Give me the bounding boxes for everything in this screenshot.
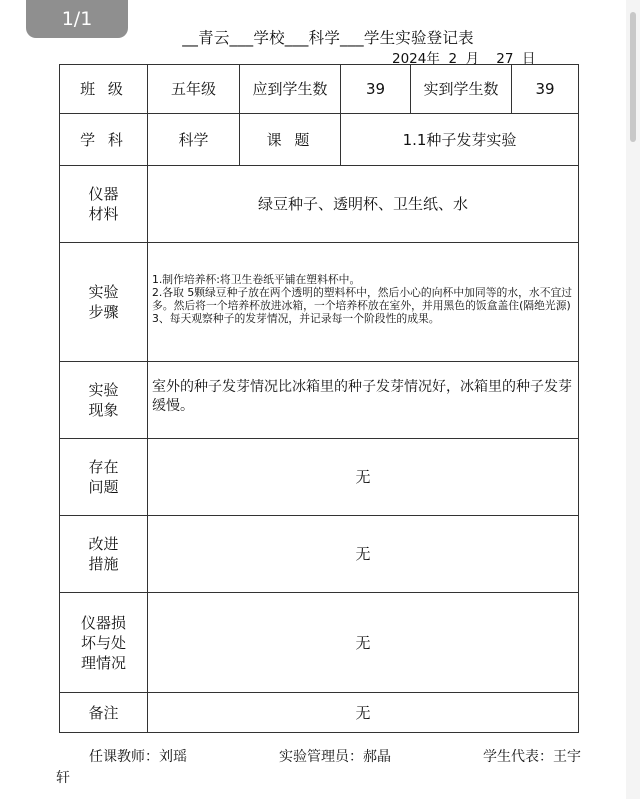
scrollbar-thumb[interactable] — [630, 12, 636, 142]
actual-students-value: 39 — [512, 65, 579, 114]
class-label: 班 级 — [60, 65, 148, 114]
problems-value: 无 — [148, 439, 579, 516]
improvements-label: 改进措施 — [60, 516, 148, 593]
manager-signature: 实验管理员：郝晶 — [279, 749, 391, 765]
table-row — [60, 65, 579, 114]
damage-value: 无 — [148, 593, 579, 693]
table-row — [60, 693, 579, 733]
table-row — [60, 439, 579, 516]
steps-content — [148, 243, 579, 362]
expected-students-value: 39 — [341, 65, 411, 114]
subject-value: 科学 — [148, 114, 240, 166]
phenomenon-value — [148, 362, 579, 439]
signature-footer — [56, 748, 581, 788]
equipment-value: 绿豆种子、透明杯、卫生纸、水 — [148, 166, 579, 243]
table-row — [60, 243, 579, 362]
table-row — [60, 114, 579, 166]
step-line: 2.各取 5颗绿豆种子放在两个透明的塑料杯中，然后小心的向杯中加同等的水，水不宜过多。然后将一个培养杯放进冰箱，一个培养杯放在室外，并用黑色的饭盒盖住(隔绝光源) — [152, 286, 573, 312]
problems-label: 存在问题 — [60, 439, 148, 516]
notes-value: 无 — [148, 693, 579, 733]
teacher-signature: 任课教师：刘瑶 — [89, 749, 187, 765]
expected-students-label: 应到学生数 — [240, 65, 341, 114]
table-row — [60, 593, 579, 693]
student-rep-signature: 学生代表：王宇 — [483, 749, 581, 765]
actual-students-label: 实到学生数 — [411, 65, 512, 114]
equipment-label: 仪器材料 — [60, 166, 148, 243]
page-indicator: 1/1 — [26, 0, 128, 38]
damage-label: 仪器损坏与处理情况 — [60, 593, 148, 693]
steps-label: 实验步骤 — [60, 243, 148, 362]
topic-value: 1.1种子发芽实验 — [341, 114, 579, 166]
experiment-record-table — [59, 64, 579, 733]
student-rep-signature-cont: 轩 — [56, 770, 70, 786]
table-row — [60, 516, 579, 593]
table-row — [60, 362, 579, 439]
scrollbar[interactable] — [626, 0, 640, 799]
notes-label: 备注 — [60, 693, 148, 733]
topic-label: 课 题 — [240, 114, 341, 166]
table-row — [60, 166, 579, 243]
subject-label: 学 科 — [60, 114, 148, 166]
phenomenon-label: 实验现象 — [60, 362, 148, 439]
improvements-value: 无 — [148, 516, 579, 593]
step-line: 3、每天观察种子的发芽情况，并记录每一个阶段性的成果。 — [152, 312, 440, 325]
document-title: __青云___学校___科学___学生实验登记表 — [182, 29, 474, 47]
phenomenon-text: 室外的种子发芽情况比冰箱里的种子发芽情况好，冰箱里的种子发芽缓慢。 — [152, 379, 572, 414]
record-date: 2024年 2 月 27 日 — [392, 51, 536, 67]
step-line: 1.制作培养杯:将卫生卷纸平铺在塑料杯中。 — [152, 273, 361, 286]
class-value: 五年级 — [148, 65, 240, 114]
